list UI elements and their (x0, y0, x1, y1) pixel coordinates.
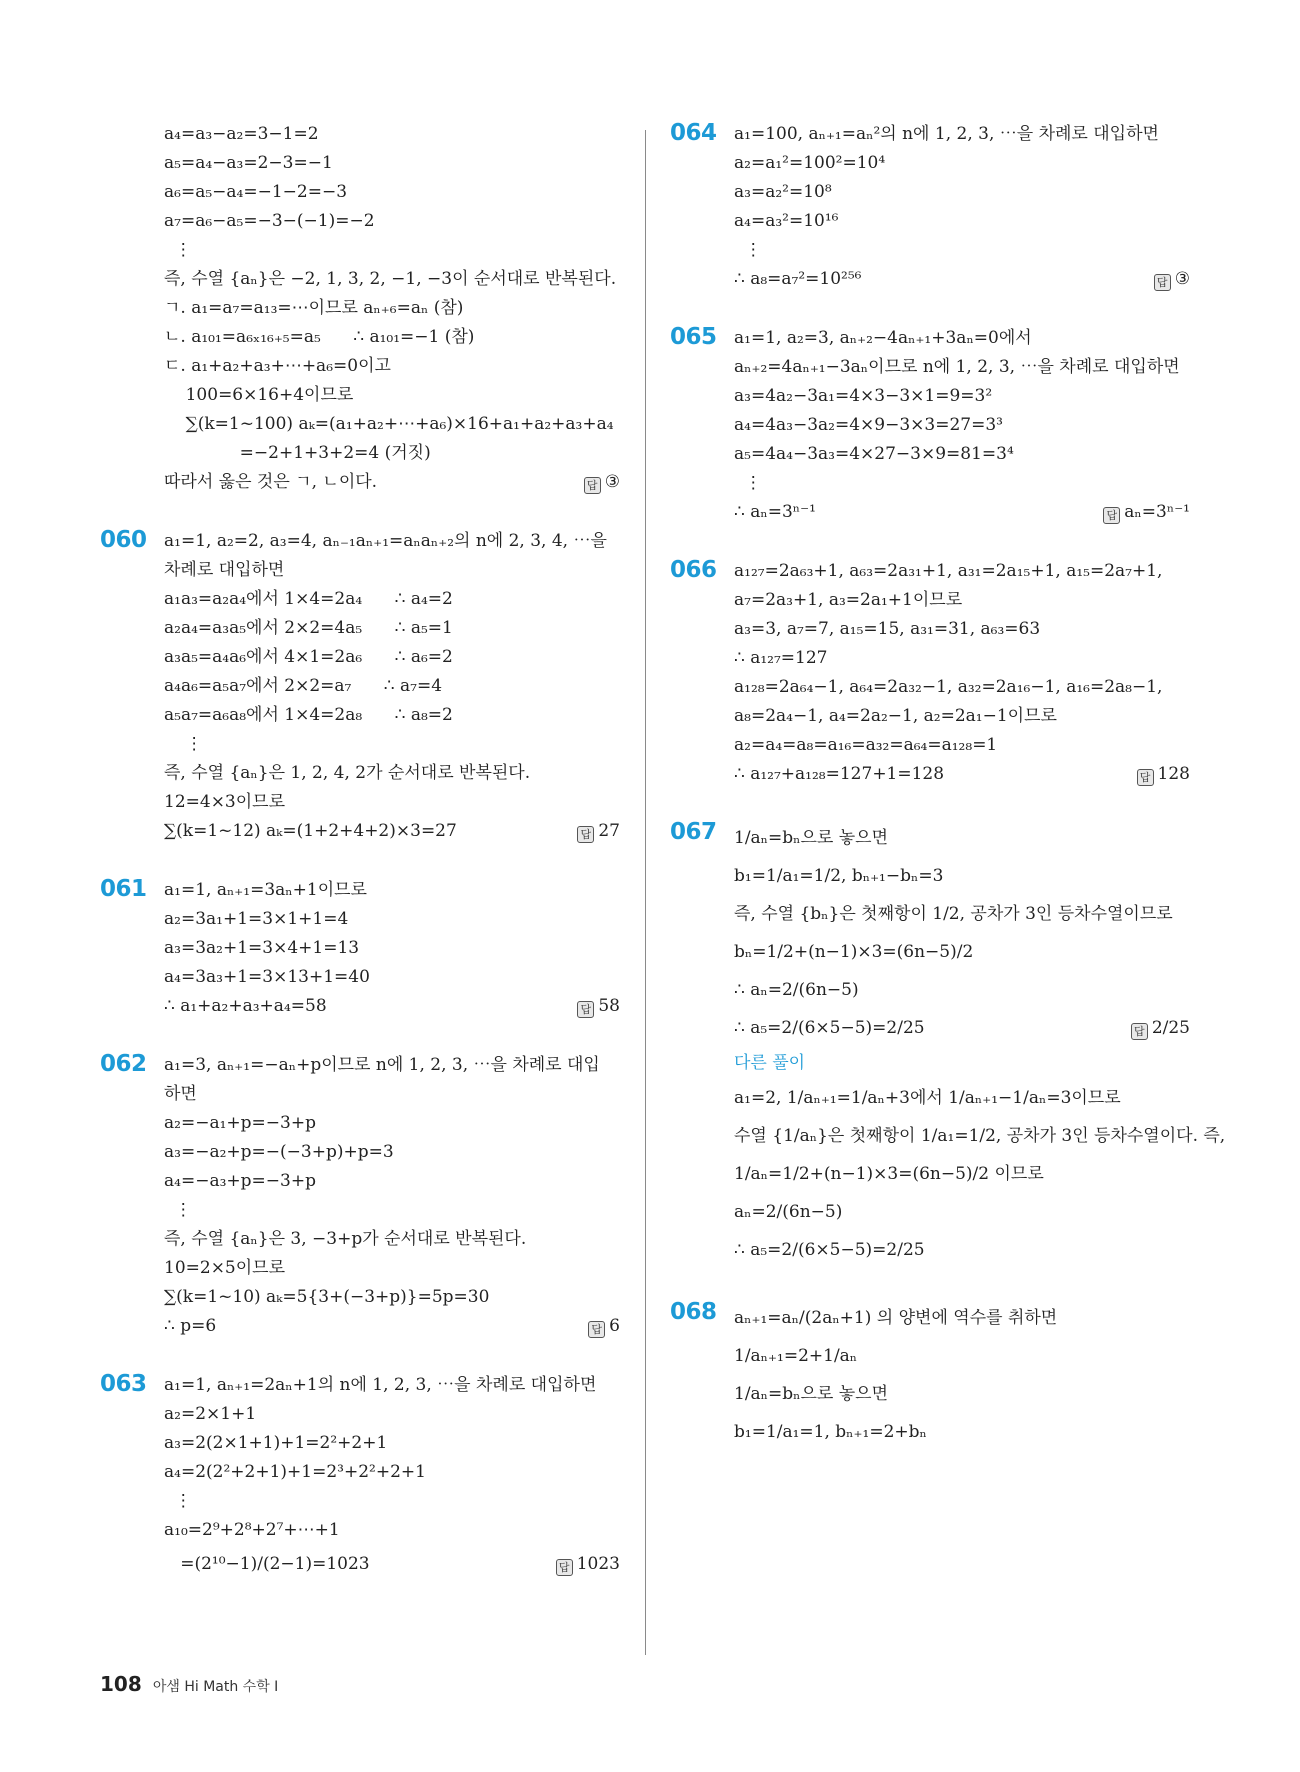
answer (1131, 1009, 1190, 1047)
solution-line: 즉, 수열 {aₙ}은 1, 2, 4, 2가 순서대로 반복된다. (164, 763, 531, 783)
solution-line: a₂=2×1+1 (164, 1404, 257, 1424)
problem-number: 062 (100, 1051, 147, 1077)
solution-line: ⋮ (164, 240, 192, 260)
solution-line: ⋮ (164, 1491, 192, 1511)
solution-line: a₁=3, aₙ₊₁=−aₙ+p이므로 n에 1, 2, 3, ⋯을 차례로 대입 (164, 1055, 600, 1075)
problem-number: 066 (670, 557, 717, 583)
problem-number: 067 (670, 819, 717, 845)
solution-line: 즉, 수열 {bₙ}은 첫째항이 1/2, 공차가 3인 등차수열이므로 (734, 904, 1173, 924)
answer-value: 128 (1157, 764, 1190, 784)
solution-line: a₁₂₇=2a₆₃+1, a₆₃=2a₃₁+1, a₃₁=2a₁₅+1, a₁₅=2a₇+1, (734, 561, 1163, 581)
solution-line: ∴ a₁+a₂+a₃+a₄=58 답 58 (164, 992, 620, 1021)
problem-066 (670, 557, 1190, 789)
problem-number: 068 (670, 1299, 717, 1325)
solution-line: ∴ p=6 답 6 (164, 1312, 620, 1341)
answer-value: ③ (604, 472, 620, 492)
solution-line: a₃a₅=a₄a₆에서 4×1=2a₆ ∴ a₆=2 (164, 647, 453, 667)
alt-solution-label: 다른 풀이 (734, 1053, 806, 1073)
solution-line: 10=2×5이므로 (164, 1258, 286, 1278)
solution-line: a₁₂₈=2a₆₄−1, a₆₄=2a₃₂−1, a₃₂=2a₁₆−1, a₁₆=2a₈−1, (734, 677, 1163, 697)
answer-value: 27 (598, 821, 620, 841)
answer-mark-icon: 답 (1103, 507, 1120, 524)
answer (1103, 498, 1190, 527)
solution-line: a₇=a₆−a₅=−3−(−1)=−2 (164, 211, 375, 231)
solution-line: 따라서 옳은 것은 ㄱ, ㄴ이다. 답 ③ (164, 468, 620, 497)
solution-line: ⋮ (164, 1200, 192, 1220)
solution-line: a₂=−a₁+p=−3+p (164, 1113, 316, 1133)
solution-line: a₄=3a₃+1=3×13+1=40 (164, 967, 370, 987)
solution-line: 즉, 수열 {aₙ}은 3, −3+p가 순서대로 반복된다. (164, 1229, 527, 1249)
page-footer (100, 1672, 278, 1696)
solution-line: a₃=4a₂−3a₁=4×3−3×1=9=3² (734, 386, 993, 406)
answer-value: 1023 (576, 1554, 620, 1574)
solution-line: b₁=1/a₁=1/2, bₙ₊₁−bₙ=3 (734, 866, 944, 886)
solution-line: a₄=−a₃+p=−3+p (164, 1171, 316, 1191)
solution-line: a₄=2(2²+2+1)+1=2³+2²+2+1 (164, 1462, 426, 1482)
solution-line: a₁a₃=a₂a₄에서 1×4=2a₄ ∴ a₄=2 (164, 589, 453, 609)
solution-line: a₂=a₄=a₈=a₁₆=a₃₂=a₆₄=a₁₂₈=1 (734, 735, 998, 755)
solution-line: a₃=3a₂+1=3×4+1=13 (164, 938, 360, 958)
answer-mark-icon: 답 (1154, 274, 1171, 291)
solution-line: a₄=a₃−a₂=3−1=2 (164, 124, 319, 144)
solution-line: aₙ₊₂=4aₙ₊₁−3aₙ이므로 n에 1, 2, 3, ⋯을 차례로 대입하면 (734, 357, 1180, 377)
problem-continuation (100, 120, 620, 497)
solution-line: a₄=4a₃−3a₂=4×9−3×3=27=3³ (734, 415, 1003, 435)
solution-line: a₃=−a₂+p=−(−3+p)+p=3 (164, 1142, 394, 1162)
solution-line: ㄷ. a₁+a₂+a₃+⋯+a₆=0이고 (164, 356, 391, 376)
solution-line: 수열 {1/aₙ}은 첫째항이 1/a₁=1/2, 공차가 3인 등차수열이다. 즉, (734, 1126, 1226, 1146)
answer (577, 817, 620, 846)
solution-line: 즉, 수열 {aₙ}은 −2, 1, 3, 2, −1, −3이 순서대로 반복된다. (164, 269, 617, 289)
right-column (670, 120, 1226, 1451)
solution-line: 100=6×16+4이므로 (164, 385, 354, 405)
answer-mark-icon: 답 (577, 826, 594, 843)
answer-mark-icon: 답 (556, 1559, 573, 1576)
solution-line: ∴ a₅=2/(6×5−5)=2/25 답 2/25 (734, 1009, 1190, 1047)
answer (577, 992, 620, 1021)
solution-line: aₙ=2/(6n−5) (734, 1202, 843, 1222)
solution-line: a₁=1, aₙ₊₁=2aₙ+1의 n에 1, 2, 3, ⋯을 차례로 대입하면 (164, 1375, 597, 1395)
solution-line: ∴ a₅=2/(6×5−5)=2/25 (734, 1240, 925, 1260)
answer-value: 6 (609, 1316, 620, 1336)
solution-line: a₄a₆=a₅a₇에서 2×2=a₇ ∴ a₇=4 (164, 676, 443, 696)
answer (584, 468, 620, 497)
solution-line: 1/aₙ₊₁=2+1/aₙ (734, 1346, 858, 1366)
answer-mark-icon: 답 (1137, 769, 1154, 786)
page-number: 108 (100, 1672, 142, 1696)
problem-number: 061 (100, 876, 147, 902)
solution-line: ⋮ (164, 734, 203, 754)
problem-061 (100, 876, 620, 1021)
problem-067 (670, 819, 1226, 1269)
answer (588, 1312, 620, 1341)
solution-line: a₁₀=2⁹+2⁸+2⁷+⋯+1 (164, 1520, 340, 1540)
solution-line: a₂a₄=a₃a₅에서 2×2=4a₅ ∴ a₅=1 (164, 618, 453, 638)
problem-number: 064 (670, 120, 717, 146)
problem-number: 060 (100, 527, 147, 553)
solution-line: a₈=2a₄−1, a₄=2a₂−1, a₂=2a₁−1이므로 (734, 706, 1057, 726)
solution-line: 차례로 대입하면 (164, 560, 285, 580)
problem-063 (100, 1371, 620, 1583)
solution-line: b₁=1/a₁=1, bₙ₊₁=2+bₙ (734, 1422, 927, 1442)
solution-line: a₂=a₁²=100²=10⁴ (734, 153, 886, 173)
solution-line: ∑(k=1~12) aₖ=(1+2+4+2)×3=27 답 27 (164, 817, 620, 846)
answer-mark-icon: 답 (1131, 1023, 1148, 1040)
solution-line: ∴ a₁₂₇=127 (734, 648, 828, 668)
solution-line: ㄱ. a₁=a₇=a₁₃=⋯이므로 aₙ₊₆=aₙ (참) (164, 298, 464, 318)
solution-line: 1/aₙ=bₙ으로 놓으면 (734, 828, 889, 848)
solution-line: a₁=2, 1/aₙ₊₁=1/aₙ+3에서 1/aₙ₊₁−1/aₙ=3이므로 (734, 1088, 1121, 1108)
solution-line: ∴ a₈=a₇²=10²⁵⁶ 답 ③ (734, 265, 1190, 294)
solution-line: a₃=2(2×1+1)+1=2²+2+1 (164, 1433, 388, 1453)
solution-line: a₃=a₂²=10⁸ (734, 182, 832, 202)
problem-number: 065 (670, 324, 717, 350)
solution-line: 하면 (164, 1084, 197, 1104)
column-divider (645, 130, 646, 1655)
answer (1137, 760, 1190, 789)
solution-line: 12=4×3이므로 (164, 792, 286, 812)
solution-line: a₇=2a₃+1, a₃=2a₁+1이므로 (734, 590, 963, 610)
solution-line: ㄴ. a₁₀₁=a₆ₓ₁₆₊₅=a₅ ∴ a₁₀₁=−1 (참) (164, 327, 475, 347)
solution-line: 1/aₙ=bₙ으로 놓으면 (734, 1384, 889, 1404)
solution-line: ⋮ (734, 473, 762, 493)
solution-line: ∴ aₙ=2/(6n−5) (734, 980, 859, 1000)
answer-value: aₙ=3ⁿ⁻¹ (1124, 502, 1190, 522)
answer-mark-icon: 답 (584, 477, 601, 494)
solution-line: a₂=3a₁+1=3×1+1=4 (164, 909, 349, 929)
solution-line: ∑(k=1~100) aₖ=(a₁+a₂+⋯+a₆)×16+a₁+a₂+a₃+a₄ (164, 414, 614, 434)
solution-line: a₅=a₄−a₃=2−3=−1 (164, 153, 333, 173)
answer-mark-icon: 답 (577, 1001, 594, 1018)
solution-line: 1/aₙ=1/2+(n−1)×3=(6n−5)/2 이므로 (734, 1164, 1044, 1184)
solution-line: a₁=1, a₂=3, aₙ₊₂−4aₙ₊₁+3aₙ=0에서 (734, 328, 1032, 348)
solution-line: =−2+1+3+2=4 (거짓) (164, 443, 431, 463)
solution-line: a₁=1, a₂=2, a₃=4, aₙ₋₁aₙ₊₁=aₙaₙ₊₂의 n에 2, 3, 4, ⋯을 (164, 531, 607, 551)
solution-line: ∑(k=1~10) aₖ=5{3+(−3+p)}=5p=30 (164, 1287, 490, 1307)
solution-line: a₁=100, aₙ₊₁=aₙ²의 n에 1, 2, 3, ⋯을 차례로 대입하면 (734, 124, 1159, 144)
problem-068 (670, 1299, 1190, 1451)
problem-062 (100, 1051, 620, 1341)
problem-060 (100, 527, 620, 846)
solution-line: a₆=a₅−a₄=−1−2=−3 (164, 182, 348, 202)
solution-line: ∴ aₙ=3ⁿ⁻¹ 답 aₙ=3ⁿ⁻¹ (734, 498, 1190, 527)
answer (556, 1545, 620, 1583)
problem-064 (670, 120, 1190, 294)
answer-mark-icon: 답 (588, 1321, 605, 1338)
solution-line: a₅a₇=a₆a₈에서 1×4=2a₈ ∴ a₈=2 (164, 705, 453, 725)
problem-065 (670, 324, 1190, 527)
answer-value: 58 (598, 996, 620, 1016)
solution-line: a₅=4a₄−3a₃=4×27−3×9=81=3⁴ (734, 444, 1014, 464)
left-column (100, 120, 620, 1583)
answer-value: ③ (1174, 269, 1190, 289)
solution-line: bₙ=1/2+(n−1)×3=(6n−5)/2 (734, 942, 974, 962)
solution-line: a₃=3, a₇=7, a₁₅=15, a₃₁=31, a₆₃=63 (734, 619, 1041, 639)
solution-line: a₄=a₃²=10¹⁶ (734, 211, 839, 231)
answer (1154, 265, 1190, 294)
solution-line: aₙ₊₁=aₙ/(2aₙ+1) 의 양변에 역수를 취하면 (734, 1308, 1058, 1328)
problem-number: 063 (100, 1371, 147, 1397)
solution-line: a₁=1, aₙ₊₁=3aₙ+1이므로 (164, 880, 367, 900)
answer-value: 2/25 (1151, 1018, 1190, 1038)
solution-line: =(2¹⁰−1)/(2−1)=1023 답 1023 (164, 1545, 620, 1583)
solution-line: ∴ a₁₂₇+a₁₂₈=127+1=128 답 128 (734, 760, 1190, 789)
solution-line: ⋮ (734, 240, 762, 260)
book-title: 아샘 Hi Math 수학 I (152, 1679, 279, 1695)
